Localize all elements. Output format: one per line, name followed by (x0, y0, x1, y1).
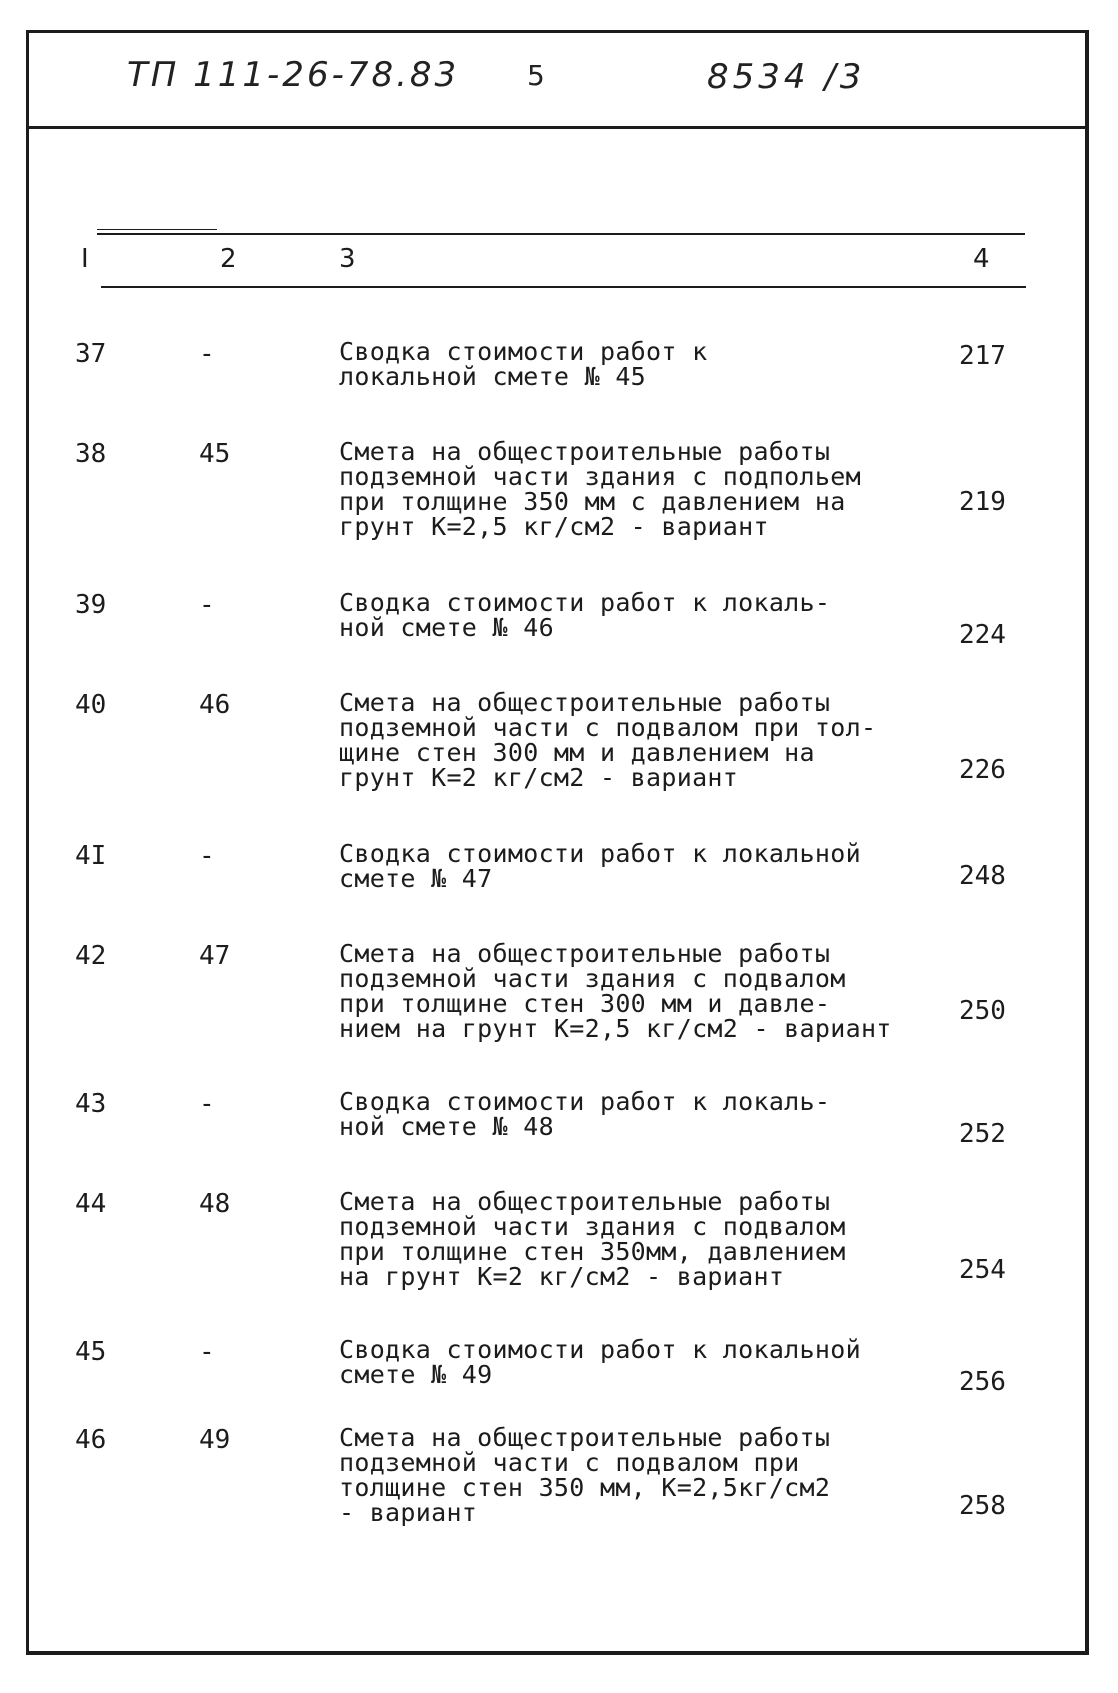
table-header-bottom-rule (101, 286, 1026, 288)
row-description: Смета на общестроительные работы подземной части здания с подвалом при толщине стен 300 мм и давле- нием на грунт К=2,5 кг/см2 - вариант (339, 939, 892, 1043)
row-number: 40 (75, 690, 107, 720)
row-reference: - (199, 590, 215, 620)
document-code: ТП 111-26-78.83 (127, 55, 460, 95)
row-reference: - (199, 339, 215, 369)
header-rule-accent (97, 229, 217, 230)
table-header-top-rule (97, 233, 1025, 235)
row-page: 256 (959, 1367, 1006, 1397)
row-page: 217 (959, 341, 1006, 371)
column-header-2: 2 (220, 244, 237, 274)
title-block (29, 33, 1085, 129)
row-number: 45 (75, 1337, 107, 1367)
row-page: 252 (959, 1119, 1006, 1149)
row-reference: - (199, 1089, 215, 1119)
row-description: Сводка стоимости работ к локальной смете № 45 (339, 337, 708, 391)
row-description: Сводка стоимости работ к локаль- ной смете № 46 (339, 588, 831, 642)
column-header-4: 4 (973, 244, 990, 274)
row-description: Сводка стоимости работ к локаль- ной смете № 48 (339, 1087, 831, 1141)
row-page: 248 (959, 861, 1006, 891)
row-number: 39 (75, 590, 107, 620)
row-reference: 48 (199, 1189, 231, 1219)
row-page: 254 (959, 1255, 1006, 1285)
row-description: Смета на общестроительные работы подземной части с подвалом при тол- щине стен 300 мм и давлением на грунт К=2 кг/см2 - вариант (339, 688, 877, 792)
row-description: Сводка стоимости работ к локальной смете № 49 (339, 1335, 861, 1389)
row-reference: 47 (199, 941, 231, 971)
row-reference: 46 (199, 690, 231, 720)
row-page: 250 (959, 996, 1006, 1026)
row-number: 43 (75, 1089, 107, 1119)
row-description: Смета на общестроительные работы подземной части здания с подпольем при толщине 350 мм с давлением на грунт К=2,5 кг/см2 - вариант (339, 437, 861, 541)
row-number: 4I (75, 841, 107, 871)
row-number: 46 (75, 1425, 107, 1455)
row-page: 224 (959, 620, 1006, 650)
row-reference: 49 (199, 1425, 231, 1455)
sheet-reference: 8534 /3 (707, 57, 866, 97)
row-description: Смета на общестроительные работы подземной части здания с подвалом при толщине стен 350мм, давлением на грунт К=2 кг/см2 - вариант (339, 1187, 846, 1291)
row-number: 42 (75, 941, 107, 971)
row-description: Смета на общестроительные работы подземной части с подвалом при толщине стен 350 мм, К=2,5кг/см2 - вариант (339, 1423, 831, 1527)
row-page: 258 (959, 1491, 1006, 1521)
document-sheet (26, 30, 1089, 1655)
row-reference: 45 (199, 439, 231, 469)
row-page: 226 (959, 755, 1006, 785)
row-number: 44 (75, 1189, 107, 1219)
row-description: Сводка стоимости работ к локальной смете № 47 (339, 839, 861, 893)
row-number: 38 (75, 439, 107, 469)
row-page: 219 (959, 487, 1006, 517)
row-number: 37 (75, 339, 107, 369)
row-reference: - (199, 1337, 215, 1367)
row-reference: - (199, 841, 215, 871)
column-header-3: 3 (339, 244, 356, 274)
column-header-1: I (81, 244, 89, 274)
page-number: 5 (527, 59, 545, 92)
